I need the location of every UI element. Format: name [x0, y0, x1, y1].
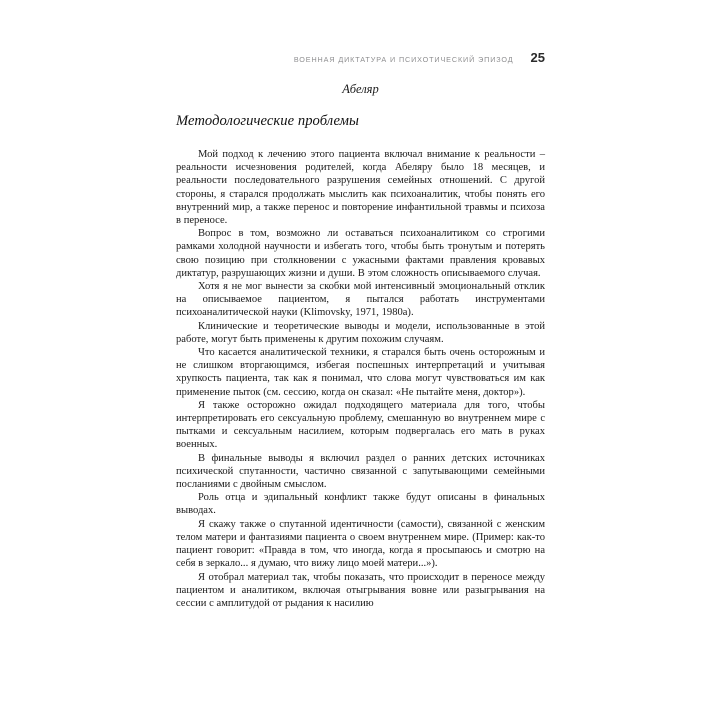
paragraph: Я отобрал материал так, чтобы показать, что происходит в переносе между пациентом и аналитиком, включая отыгрывания вовне или разыгрывания на сессии с амплитудой от рыдания к насилию	[176, 571, 545, 609]
paragraph: Роль отца и эдипальный конфликт также будут описаны в финальных выводах.	[176, 492, 545, 517]
running-head-title: ВОЕННАЯ ДИКТАТУРА И ПСИХОТИЧЕСКИЙ ЭПИЗОД	[293, 55, 514, 64]
paragraph: В финальные выводы я включил раздел о ранних детских источниках психической спутанности, частично связанной с запутывающими семейными посланиями с двойным смыслом.	[176, 452, 545, 491]
body-text-block	[176, 148, 545, 610]
chapter-author-line: Абеляр	[342, 82, 379, 96]
paragraph: Вопрос в том, возможно ли оставаться психоаналитиком со строгими рамками холодной научности и избегать того, чтобы быть тронутым и потерять свою позицию при столкновении с ужасными фактами правления кровавых диктатур, разрушающих жизни и души. В этом сложность описываемого случая.	[176, 228, 545, 279]
paragraph: Я скажу также о спутанной идентичности (самости), связанной с женским телом матери и фантазиями пациента о своем внутреннем мире. (Пример: как-то пациент говорит: «Правда в том, что иногда, когда я просыпаюсь и смотрю на себя в зеркало... я думаю, что вижу лицо моей матери...»).	[176, 518, 545, 570]
paragraph: Мой подход к лечению этого пациента включал внимание к реальности – реальности исчезновения родителей, когда Абеляру было 18 месяцев, и реальности последовательного разрушения семейных отношений. С другой стороны, я старался продолжать мыслить как психоаналитик, чтобы понять его внутренний мир, а также перенос и повторение инфантильной травмы и психоза в переносе.	[176, 149, 545, 227]
running-head	[176, 50, 545, 65]
section-heading: Методологические проблемы	[176, 113, 359, 129]
paragraph: Хотя я не мог вынести за скобки мой интенсивный эмоциональный отклик на описываемое пациентом, я пытался работать инструментами психоаналитической науки (Klimovsky, 1971, 1980a).	[176, 281, 545, 319]
paragraph: Я также осторожно ожидал подходящего материала для того, чтобы интерпретировать его сексуальную проблему, смешанную во внутреннем мире с пытками и сексуальным насилием, которым подвергалась его мать в руках военных.	[176, 399, 545, 451]
paragraph: Что касается аналитической техники, я старался быть очень осторожным и не слишком вторгающимся, избегая поспешных интерпретаций и учитывая хрупкость пациента, так как я понимал, что слова могут чувствоваться им как применение пыток (см. сессию, когда он сказал: «Не пытайте меня, доктор»).	[176, 347, 545, 398]
page-number: 25	[530, 50, 545, 65]
paragraph: Клинические и теоретические выводы и модели, использованные в этой работе, могут быть применены к другим похожим случаям.	[176, 320, 545, 345]
